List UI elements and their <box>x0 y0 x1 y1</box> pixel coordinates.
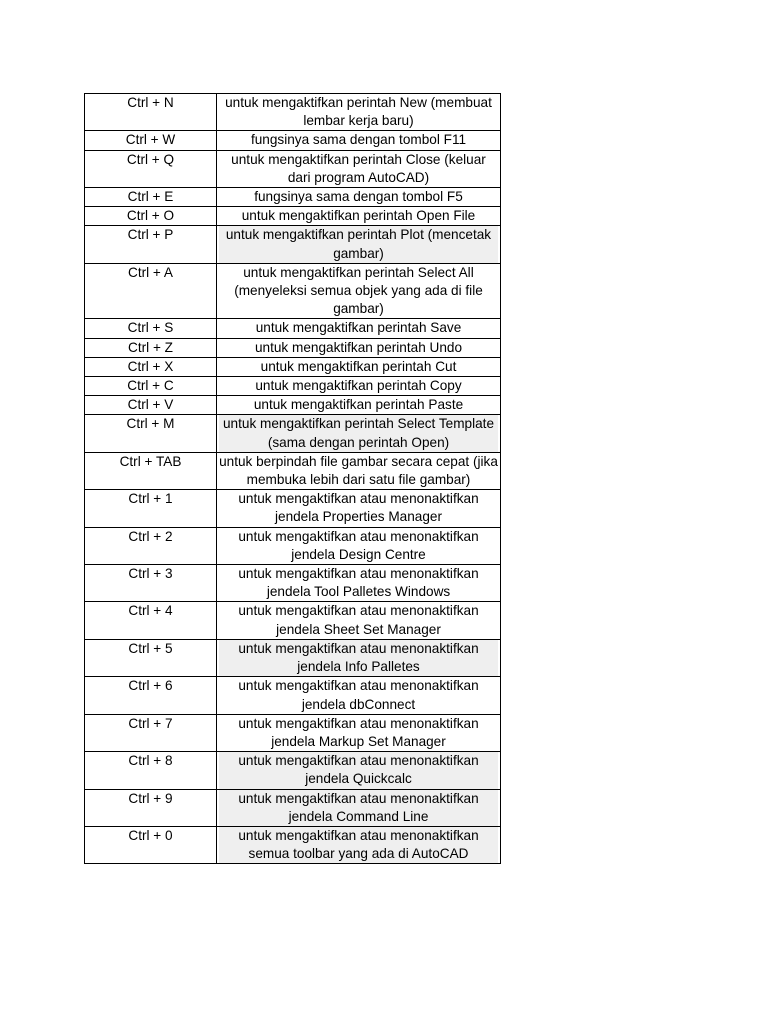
shortcut-description-cell <box>217 789 501 826</box>
table-row <box>85 150 501 187</box>
shortcut-description-cell <box>217 377 501 396</box>
table-row <box>85 452 501 489</box>
shortcut-key: Ctrl + 9 <box>85 789 217 826</box>
shortcut-key: Ctrl + 6 <box>85 677 217 714</box>
shortcut-key: Ctrl + Z <box>85 338 217 357</box>
shortcut-description-cell <box>217 452 501 489</box>
shortcut-key: Ctrl + A <box>85 263 217 319</box>
shortcut-description-cell <box>217 207 501 226</box>
table-row <box>85 377 501 396</box>
shortcut-description: untuk mengaktifkan perintah Plot (mencetak gambar) <box>219 226 498 262</box>
shortcut-description: untuk mengaktifkan perintah Undo <box>254 339 463 355</box>
shortcut-key: Ctrl + Q <box>85 150 217 187</box>
shortcut-description: untuk mengaktifkan atau menonaktifkan jendela Properties Manager <box>238 491 479 525</box>
shortcut-description: untuk mengaktifkan atau menonaktifkan jendela Markup Set Manager <box>238 715 479 749</box>
table-row <box>85 319 501 338</box>
shortcut-key: Ctrl + 1 <box>85 490 217 527</box>
table-row <box>85 188 501 207</box>
shortcut-description: untuk mengaktifkan perintah Copy <box>255 378 462 394</box>
shortcut-description: untuk mengaktifkan perintah Select All (menyeleksi semua objek yang ada di file gambar) <box>234 264 483 317</box>
shortcut-description: fungsinya sama dengan tombol F5 <box>254 189 463 205</box>
shortcut-description-cell <box>217 826 501 863</box>
shortcut-key: Ctrl + 3 <box>85 565 217 602</box>
shortcut-description: untuk mengaktifkan perintah Close (keluar dari program AutoCAD) <box>231 151 486 185</box>
shortcut-description: untuk mengaktifkan atau menonaktifkan jendela dbConnect <box>238 678 479 712</box>
table-row <box>85 263 501 319</box>
shortcut-description-cell <box>217 94 501 131</box>
table-row <box>85 602 501 639</box>
table-row <box>85 207 501 226</box>
table-row <box>85 752 501 789</box>
shortcut-description: fungsinya sama dengan tombol F11 <box>250 132 467 148</box>
shortcut-key: Ctrl + N <box>85 94 217 131</box>
shortcut-description: untuk mengaktifkan atau menonaktifkan semua toolbar yang ada di AutoCAD <box>219 827 498 863</box>
shortcut-description-cell <box>217 263 501 319</box>
shortcut-description-cell <box>217 415 501 452</box>
table-row <box>85 357 501 376</box>
shortcut-key: Ctrl + 8 <box>85 752 217 789</box>
shortcut-key: Ctrl + 0 <box>85 826 217 863</box>
shortcut-description-cell <box>217 602 501 639</box>
shortcut-description-cell <box>217 188 501 207</box>
shortcut-key: Ctrl + W <box>85 131 217 150</box>
shortcut-description: untuk mengaktifkan perintah Cut <box>260 358 457 374</box>
shortcut-description: untuk mengaktifkan atau menonaktifkan jendela Design Centre <box>238 528 479 562</box>
shortcut-description: untuk mengaktifkan perintah Save <box>255 320 462 336</box>
shortcut-description-cell <box>217 319 501 338</box>
shortcut-key: Ctrl + S <box>85 319 217 338</box>
shortcut-description: untuk mengaktifkan atau menonaktifkan jendela Info Palletes <box>219 640 498 676</box>
table-row <box>85 415 501 452</box>
shortcut-key: Ctrl + 2 <box>85 527 217 564</box>
shortcut-description-cell <box>217 565 501 602</box>
table-row <box>85 639 501 676</box>
shortcut-description: untuk berpindah file gambar secara cepat (jika membuka lebih dari satu file gambar) <box>219 453 498 488</box>
shortcut-description: untuk mengaktifkan atau menonaktifkan jendela Quickcalc <box>219 752 498 788</box>
table-row <box>85 94 501 131</box>
shortcut-description: untuk mengaktifkan atau menonaktifkan jendela Command Line <box>219 790 498 826</box>
shortcut-table-body <box>85 94 501 864</box>
shortcut-description-cell <box>217 527 501 564</box>
shortcut-key: Ctrl + M <box>85 415 217 452</box>
shortcut-description-cell <box>217 714 501 751</box>
table-row <box>85 527 501 564</box>
shortcut-key: Ctrl + E <box>85 188 217 207</box>
shortcut-key: Ctrl + V <box>85 396 217 415</box>
shortcut-description: untuk mengaktifkan atau menonaktifkan jendela Tool Palletes Windows <box>238 566 479 600</box>
table-row <box>85 826 501 863</box>
shortcut-description: untuk mengaktifkan perintah Open File <box>241 208 476 224</box>
table-row <box>85 226 501 263</box>
shortcut-description-cell <box>217 357 501 376</box>
shortcut-description-cell <box>217 639 501 676</box>
shortcut-description: untuk mengaktifkan perintah New (membuat lembar kerja baru) <box>225 95 492 129</box>
shortcut-key: Ctrl + X <box>85 357 217 376</box>
shortcut-description-cell <box>217 150 501 187</box>
table-row <box>85 131 501 150</box>
shortcut-key: Ctrl + O <box>85 207 217 226</box>
shortcut-key: Ctrl + TAB <box>85 452 217 489</box>
shortcut-description: untuk mengaktifkan atau menonaktifkan jendela Sheet Set Manager <box>238 603 479 637</box>
table-row <box>85 396 501 415</box>
shortcut-key: Ctrl + 4 <box>85 602 217 639</box>
shortcut-key: Ctrl + 5 <box>85 639 217 676</box>
shortcut-description: untuk mengaktifkan perintah Paste <box>253 397 464 413</box>
table-row <box>85 338 501 357</box>
shortcut-description-cell <box>217 752 501 789</box>
table-row <box>85 677 501 714</box>
table-row <box>85 789 501 826</box>
table-row <box>85 490 501 527</box>
shortcut-description-cell <box>217 396 501 415</box>
shortcut-key: Ctrl + C <box>85 377 217 396</box>
shortcut-description: untuk mengaktifkan perintah Select Template (sama dengan perintah Open) <box>219 415 498 451</box>
shortcut-description-cell <box>217 490 501 527</box>
shortcut-description-cell <box>217 338 501 357</box>
shortcut-description-cell <box>217 677 501 714</box>
shortcut-description-cell <box>217 131 501 150</box>
table-row <box>85 714 501 751</box>
shortcut-description-cell <box>217 226 501 263</box>
shortcut-table <box>84 93 501 864</box>
shortcut-key: Ctrl + P <box>85 226 217 263</box>
table-row <box>85 565 501 602</box>
shortcut-key: Ctrl + 7 <box>85 714 217 751</box>
